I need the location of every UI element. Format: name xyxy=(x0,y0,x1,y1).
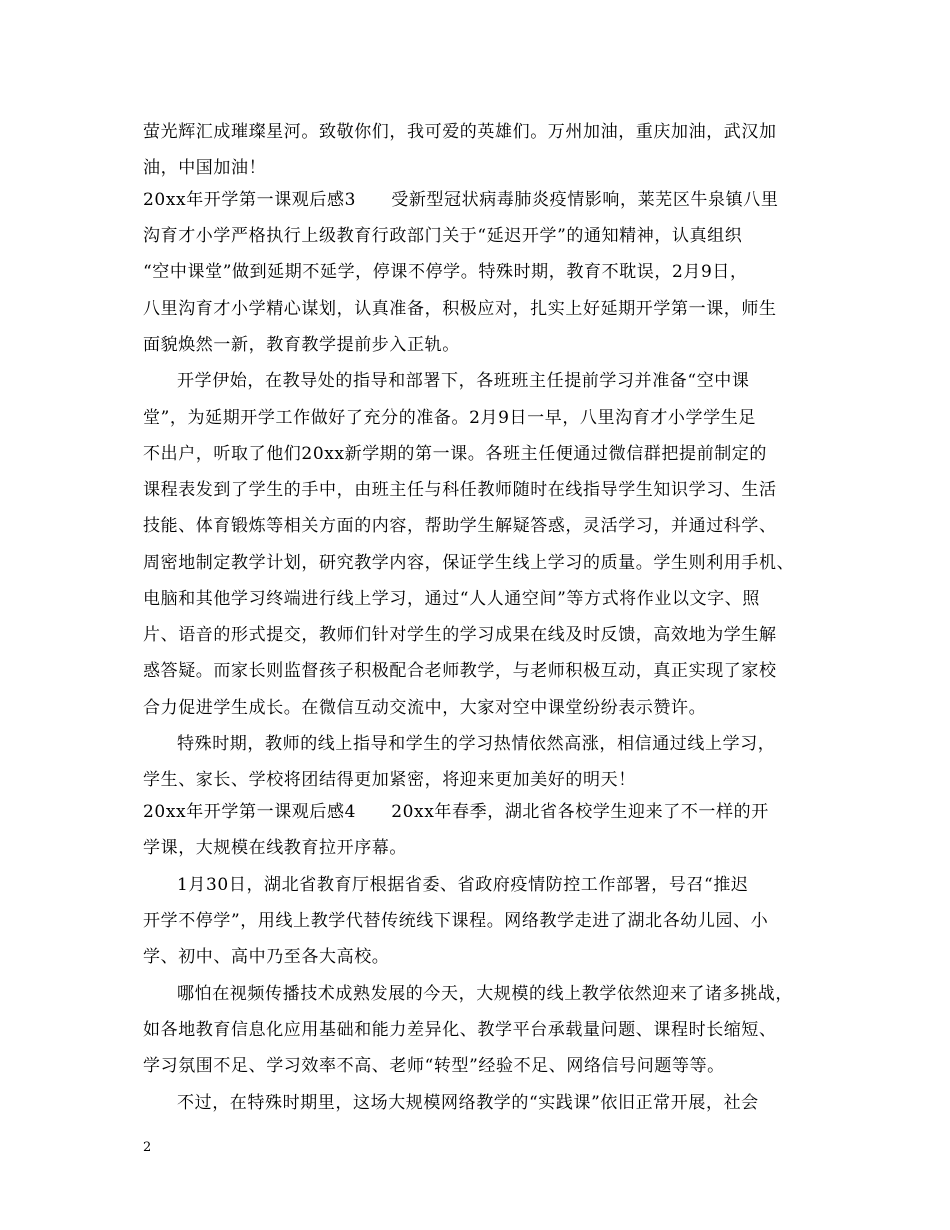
text-line: 课程表发到了学生的手中，由班主任与科任教师随时在线指导学生知识学习、生活 xyxy=(143,480,777,500)
text-line: 如各地教育信息化应用基础和能力差异化、教学平台承载量问题、课程时长缩短、 xyxy=(143,1020,777,1040)
text-line: 惑答疑。而家长则监督孩子积极配合老师教学，与老师积极互动，真正实现了家校 xyxy=(143,661,777,681)
text-line: “空中课堂”做到延期不延学，停课不停学。特殊时期，教育不耽误，2月9日， xyxy=(143,262,748,282)
text-line: 1月30日，湖北省教育厅根据省委、省政府疫情防控工作部署，号召“推迟 xyxy=(177,875,749,895)
text-line: 技能、体育锻炼等相关方面的内容，帮助学生解疑答惑，灵活学习，并通过科学、 xyxy=(143,516,777,536)
text-line: 周密地制定教学计划，研究教学内容，保证学生线上学习的质量。学生则利用手机、 xyxy=(143,553,795,573)
text-line: 20xx年开学第一课观后感4 20xx年春季，湖北省各校学生迎来了不一样的开 xyxy=(143,802,769,822)
text-line: 开学伊始，在教导处的指导和部署下，各班班主任提前学习并准备“空中课 xyxy=(177,371,750,391)
text-line: 学习氛围不足、学习效率不高、老师“转型”经验不足、网络信号问题等等。 xyxy=(143,1056,725,1076)
text-line: 堂”，为延期开学工作做好了充分的准备。2月9日一早，八里沟育才小学学生足 xyxy=(143,408,756,428)
text-line: 片、语音的形式提交，教师们针对学生的学习成果在线及时反馈，高效地为学生解 xyxy=(143,625,777,645)
text-line: 开学不停学”，用线上教学代替传统线下课程。网络教学走进了湖北各幼儿园、小 xyxy=(143,911,769,931)
text-line: 特殊时期，教师的线上指导和学生的学习热情依然高涨，相信通过线上学习， xyxy=(177,734,776,754)
text-line: 沟育才小学严格执行上级教育行政部门关于“延迟开学”的通知精神，认真组织 xyxy=(143,226,743,246)
text-line: 哪怕在视频传播技术成熟发展的今天，大规模的线上教学依然迎来了诸多挑战， xyxy=(177,984,793,1004)
text-line: 学生、家长、学校将团结得更加紧密，将迎来更加美好的明天！ xyxy=(143,770,636,790)
text-line: 面貌焕然一新，教育教学提前步入正轨。 xyxy=(143,335,460,355)
text-line: 学课，大规模在线教育拉开序幕。 xyxy=(143,838,407,858)
text-line: 电脑和其他学习终端进行线上学习，通过“人人通空间”等方式将作业以文字、照 xyxy=(143,589,760,609)
text-line: 油，中国加油！ xyxy=(143,158,267,178)
text-line: 萤光辉汇成璀璨星河。致敬你们，我可爱的英雄们。万州加油，重庆加油，武汉加 xyxy=(143,122,777,142)
text-line: 不出户，听取了他们20xx新学期的第一课。各班主任便通过微信群把提前制定的 xyxy=(143,444,768,464)
text-line: 20xx年开学第一课观后感3 受新型冠状病毒肺炎疫情影响，莱芜区牛泉镇八里 xyxy=(143,190,779,210)
page-number: 2 xyxy=(143,1140,152,1155)
text-line: 合力促进学生成长。在微信互动交流中，大家对空中课堂纷纷表示赞许。 xyxy=(143,698,707,718)
text-line: 不过，在特殊时期里，这场大规模网络教学的“实践课”依旧正常开展，社会 xyxy=(177,1093,759,1113)
text-line: 八里沟育才小学精心谋划，认真准备，积极应对，扎实上好延期开学第一课，师生 xyxy=(143,299,777,319)
text-line: 学、初中、高中乃至各大高校。 xyxy=(143,947,390,967)
